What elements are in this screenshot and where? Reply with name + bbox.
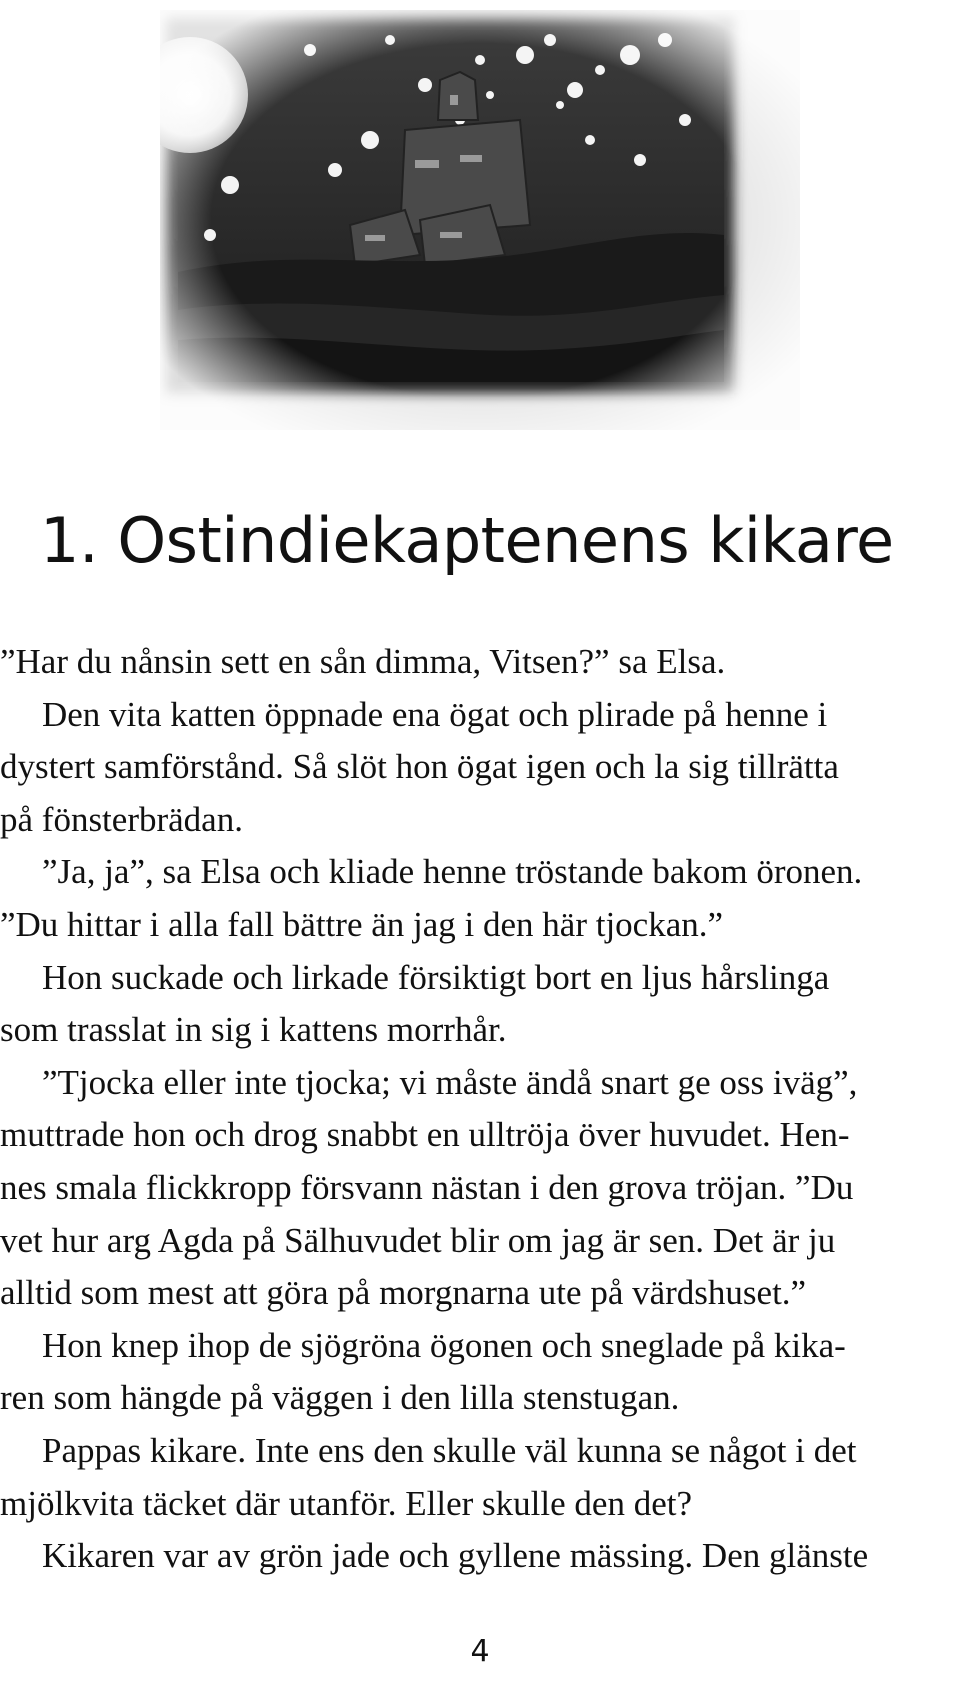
text-line: som trasslat in sig i kattens morrhår.	[0, 1010, 507, 1050]
text-line: Hon knep ihop de sjögröna ögonen och sneglade på kika-	[42, 1325, 846, 1365]
text-line: nes smala flickkropp försvann nästan i den grova tröjan. ”Du	[0, 1167, 854, 1207]
chapter-illustration	[160, 10, 800, 430]
text-line: alltid som mest att göra på morgnarna ute på värdshuset.”	[0, 1273, 807, 1313]
page-number: 4	[470, 1634, 490, 1669]
text-line: vet hur arg Agda på Sälhuvudet blir om jag är sen. Det är ju	[0, 1220, 836, 1260]
text-line: dystert samförstånd. Så slöt hon ögat igen och la sig tillrätta	[0, 747, 839, 787]
text-line: ”Tjocka eller inte tjocka; vi måste ändå snart ge oss iväg”,	[42, 1062, 858, 1102]
text-line: Hon suckade och lirkade försiktigt bort en ljus hårslinga	[42, 957, 830, 997]
text-line: Pappas kikare. Inte ens den skulle väl kunna se något i det	[42, 1430, 857, 1470]
text-line: Den vita katten öppnade ena ögat och plirade på henne i	[42, 694, 828, 734]
text-line: på fönsterbrädan.	[0, 799, 243, 839]
text-line: ”Har du nånsin sett en sån dimma, Vitsen?” sa Elsa.	[0, 642, 726, 681]
text-line: ”Du hittar i alla fall bättre än jag i den här tjockan.”	[0, 904, 724, 944]
text-line: muttrade hon och drog snabbt en ulltröja över huvudet. Hen-	[0, 1115, 850, 1155]
night-castle-painting-icon	[160, 10, 800, 430]
text-line: Kikaren var av grön jade och gyllene mässing. Den glänste	[42, 1536, 869, 1576]
body-text	[0, 636, 956, 1583]
text-line: mjölkvita täcket där utanför. Eller skulle den det?	[0, 1483, 692, 1523]
text-line: ”Ja, ja”, sa Elsa och kliade henne tröstande bakom öronen.	[42, 852, 863, 892]
text-line: ren som hängde på väggen i den lilla stenstugan.	[0, 1378, 680, 1418]
chapter-title: 1. Ostindiekaptenens kikare	[40, 504, 894, 577]
